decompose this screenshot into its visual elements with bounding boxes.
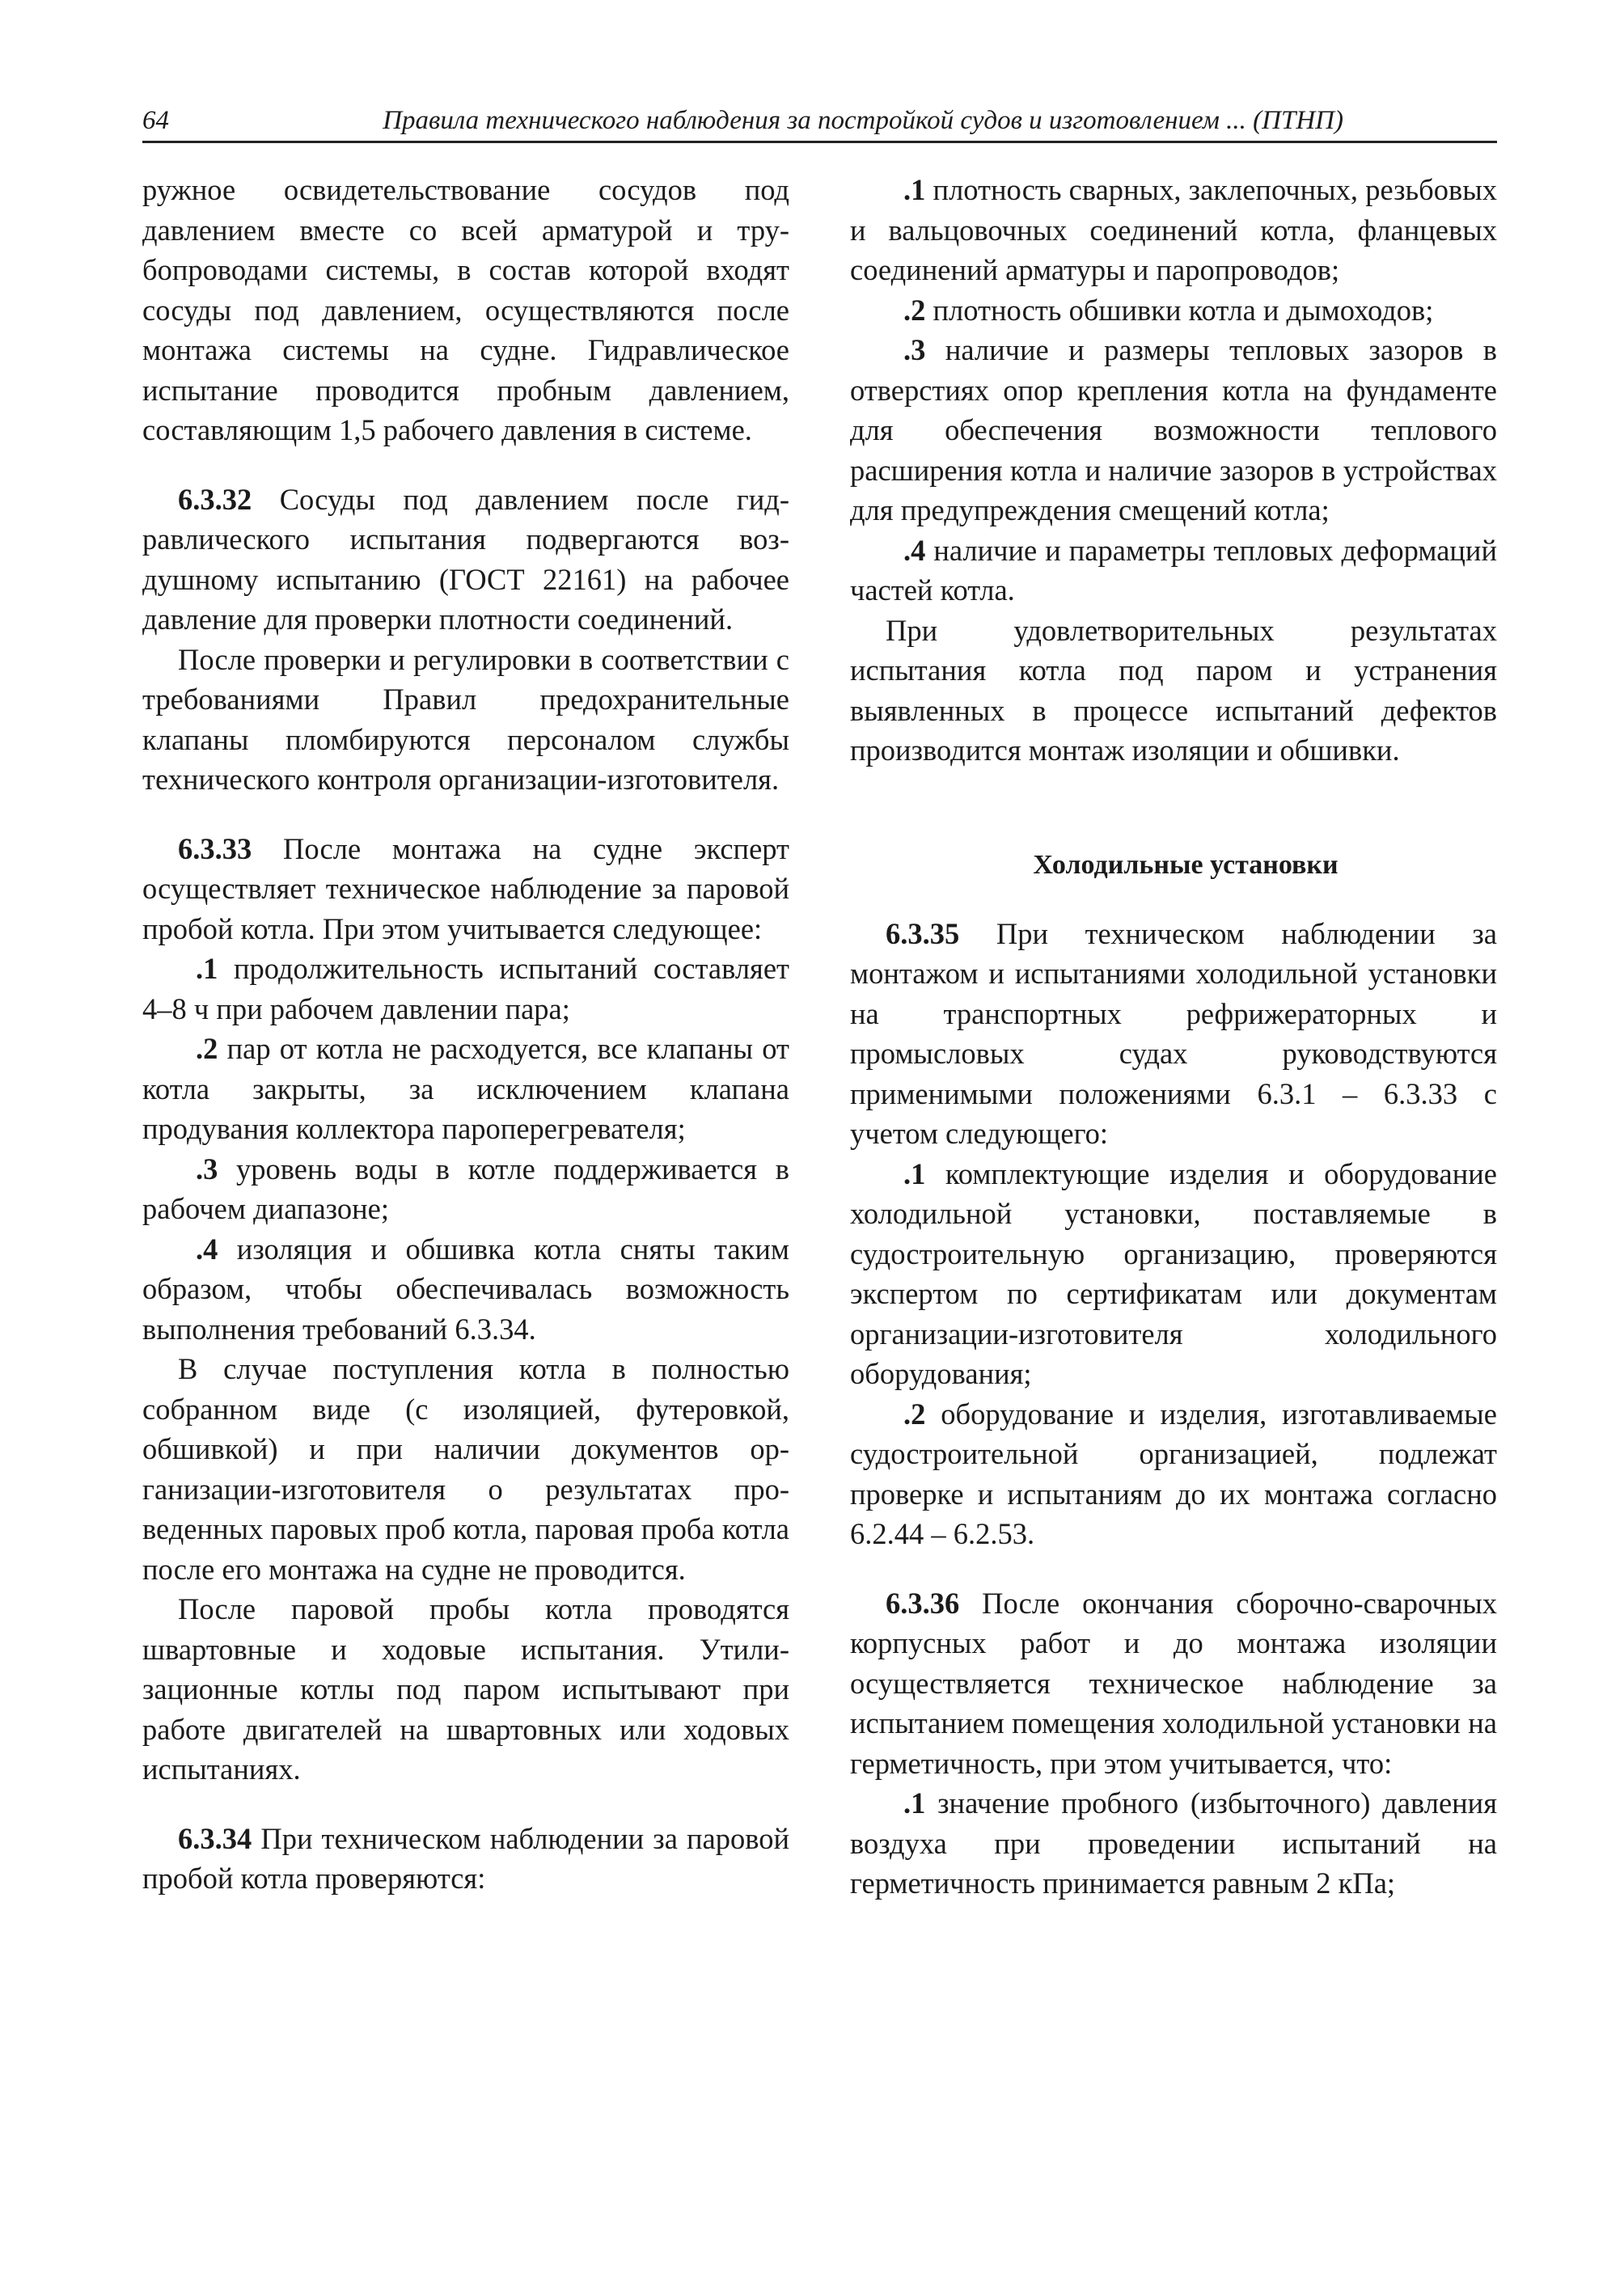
item-number: .4 (196, 1232, 218, 1266)
list-item (850, 1154, 1497, 1394)
section-6-3-32 (142, 480, 789, 640)
section-text: После монтажа на судне эксперт осуществляет техническое наблюдение за паровой пробой котла. При этом учитывается следующее: (142, 831, 789, 945)
running-title: Правила технического наблюдения за постройкой судов и изготовлением ... (ПТНП) (383, 106, 1343, 135)
item-number: .2 (196, 1032, 218, 1065)
list-item (142, 1029, 789, 1149)
item-number: .2 (903, 293, 926, 327)
section-text: При техническом наблюдении за монтажом и испытаниями холодильной установки на транспортных рефрижераторных и промысловых судах руководствуются применимыми положениями 6.3.1 – 6.3.33 с учетом следующего: (850, 916, 1497, 1150)
item-text: плотность сварных, заклепочных, резьбовых и вальцовочных соединений котла, фланцевых соединений арматуры и паропроводов; (850, 173, 1497, 286)
item-text: плотность обшивки котла и дымоходов; (925, 293, 1434, 327)
section-6-3-36 (850, 1583, 1497, 1784)
item-number: .1 (903, 173, 926, 206)
section-heading: Холодильные установки (1033, 849, 1339, 880)
section-text: Сосуды под давлением после гидравлического испытания подвергаются воздушному испытанию (ГОСТ 22161) на рабочее давление для проверки плотности соединений. (142, 482, 789, 636)
list-item (850, 1783, 1497, 1904)
right-column (850, 170, 1497, 1904)
section-6-3-34 (142, 1819, 789, 1899)
paragraph-continued: ружное освидетельствование сосудов под давлением вместе со всей арматурой и трубопроводами системы, в состав которой входят сосуды под давлением, осуществляются после монтажа системы на судне. Гидравлическое испытание проводится пробным давлением, составляющим 1,5 рабочего давления в системе. (142, 173, 789, 446)
section-6-3-35 (850, 914, 1497, 1154)
item-number: .4 (903, 533, 926, 567)
item-text: значение пробного (избыточного) давления воздуха при проведении испытаний на герметичность принимается равным 2 кПа; (850, 1786, 1497, 1900)
item-text: наличие и размеры тепловых зазоров в отверстиях опор крепления котла на фундаменте для обеспечения возможности теплового расширения котла и наличие зазоров в устройствах для предупреждения смещений котла; (850, 333, 1497, 526)
paragraph: В случае поступления котла в полностью собранном виде (с изоляцией, футеровкой, обшивкой) и при наличии документов организации-изготовителя о результатах проведенных паровых проб котла, паровая проба котла после его монтажа на судне не проводится. (142, 1352, 789, 1586)
page-header (142, 99, 1497, 143)
item-text: пар от котла не расходуется, все клапаны от котла закрыты, за исключением клапана продувания коллектора пароперегревателя; (142, 1032, 789, 1145)
paragraph: После проверки и регулировки в соответствии с требованиями Правил предохранительные клапаны пломбируются персоналом службы технического контроля организации-изготовителя. (142, 642, 789, 796)
item-text: продолжительность испытаний составляет 4–8 ч при рабочем давлении пара; (142, 952, 789, 1025)
section-number: 6.3.32 (178, 482, 252, 516)
page-number: 64 (142, 106, 169, 135)
item-number: .1 (903, 1786, 926, 1820)
paragraph: После паровой пробы котла проводятся швартовные и ходовые испытания. Утилизационные котлы под паром испытывают при работе двигателей на швартовных или ходовых испытаниях. (142, 1592, 789, 1786)
item-text: уровень воды в котле поддерживается в рабочем диапазоне; (142, 1152, 789, 1225)
list-item (850, 290, 1497, 331)
section-text: При техническом наблюдении за паровой пробой котла проверяются: (142, 1821, 789, 1895)
list-item (850, 1394, 1497, 1554)
section-text: После окончания сборочно-сварочных корпусных работ и до монтажа изоляции осуществляется техническое наблюдение за испытанием помещения холодильной установки на герметичность, при этом учитывается, что: (850, 1586, 1497, 1780)
list-item (142, 949, 789, 1029)
list-item (142, 1229, 789, 1350)
list-item (850, 530, 1497, 611)
item-text: наличие и параметры тепловых деформаций частей котла. (850, 533, 1497, 607)
section-number: 6.3.36 (886, 1586, 960, 1620)
item-text: оборудование и изделия, изготавливаемые судостроительной организацией, подлежат проверке и испытаниям до их монтажа согласно 6.2.44 – 6.2.53. (850, 1397, 1497, 1550)
item-number: .2 (903, 1397, 926, 1431)
list-item (142, 1149, 789, 1229)
item-number: .3 (196, 1152, 218, 1186)
item-text: изоляция и обшивка котла сняты таким образом, чтобы обеспечивалась возможность выполнения требований 6.3.34. (142, 1232, 789, 1346)
section-6-3-33 (142, 829, 789, 949)
left-column (142, 170, 789, 1899)
section-number: 6.3.35 (886, 916, 960, 950)
section-number: 6.3.33 (178, 831, 252, 865)
paragraph: При удовлетворительных результатах испытания котла под паром и устранения выявленных в процессе испытаний дефектов производится монтаж изоляции и обшивки. (850, 613, 1497, 767)
item-number: .3 (903, 333, 926, 366)
list-item (850, 170, 1497, 290)
list-item (850, 330, 1497, 530)
item-number: .1 (196, 952, 218, 985)
section-number: 6.3.34 (178, 1821, 252, 1855)
item-number: .1 (903, 1156, 926, 1190)
item-text: комплектующие изделия и оборудование холодильной установки, поставляемые в судостроительную организацию, проверяются экспертом по сертификатам или документам организации-изготовителя холодильного оборудования; (850, 1156, 1497, 1390)
